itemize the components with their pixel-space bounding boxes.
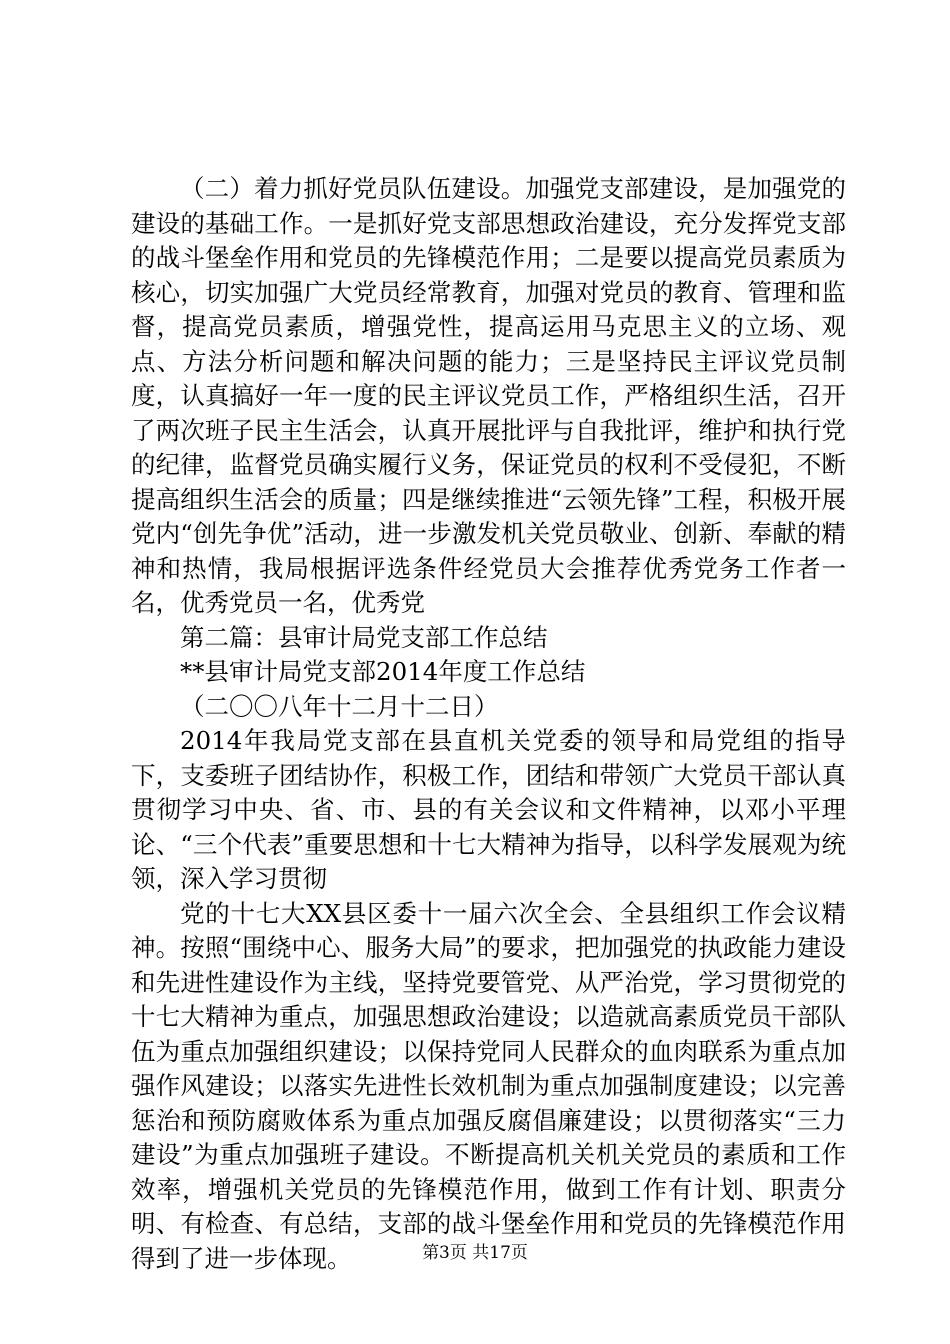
document-body	[131, 172, 846, 1276]
page-number-footer: 第3页 共17页	[422, 1243, 528, 1263]
report-title: **县审计局党支部2014年度工作总结	[180, 657, 586, 686]
paragraph-intro: 2014年我局党支部在县直机关党委的领导和局党组的指导下，支委班子团结协作，积极工作，团结和带领广大党员干部认真贯彻学习中央、省、市、县的有关会议和文件精神，以邓小平理论、“三个代表”重要思想和十七大精神为指导，以科学发展观为统领，深入学习贯彻	[131, 726, 846, 893]
section-heading: 第二篇：县审计局党支部工作总结	[180, 622, 548, 652]
report-date: （二〇〇八年十二月十二日）	[180, 691, 499, 721]
paragraph-party-team-building: （二）着力抓好党员队伍建设。加强党支部建设，是加强党的建设的基础工作。一是抓好党支部思想政治建设，充分发挥党支部的战斗堡垒作用和党员的先锋模范作用；二是要以提高党员素质为核心，切实加强广大党员经常教育，加强对党员的教育、管理和监督，提高党员素质，增强党性，提高运用马克思主义的立场、观点、方法分析问题和解决问题的能力；三是坚持民主评议党员制度，认真搞好一年一度的民主评议党员工作，严格组织生活，召开了两次班子民主生活会，认真开展批评与自我批评，维护和执行党的纪律，监督党员确实履行义务，保证党员的权利不受侵犯，不断提高组织生活会的质量；四是继续推进“云领先锋”工程，积极开展党内“创先争优”活动，进一步激发机关党员敬业、创新、奉献的精神和热情，我局根据评选条件经党员大会推荐优秀党务工作者一名，优秀党员一名，优秀党	[131, 174, 846, 617]
paragraph-main: 党的十七大XX县区委十一届六次全会、全县组织工作会议精神。按照“围绕中心、服务大局”的要求，把加强党的执政能力建设和先进性建设作为主线，坚持党要管党、从严治党，学习贯彻党的十七大精神为重点，加强思想政治建设；以造就高素质党员干部队伍为重点加强组织建设；以保持党同人民群众的血肉联系为重点加强作风建设；以落实先进性长效机制为重点加强制度建设；以完善惩治和预防腐败体系为重点加强反腐倡廉建设；以贯彻落实“三力建设”为重点加强班子建设。不断提高机关机关党员的素质和工作效率，增强机关党员的先锋模范作用，做到工作有计划、职责分明、有检查、有总结，支部的战斗堡垒作用和党员的先锋模范作用得到了进一步体现。	[131, 898, 846, 1273]
